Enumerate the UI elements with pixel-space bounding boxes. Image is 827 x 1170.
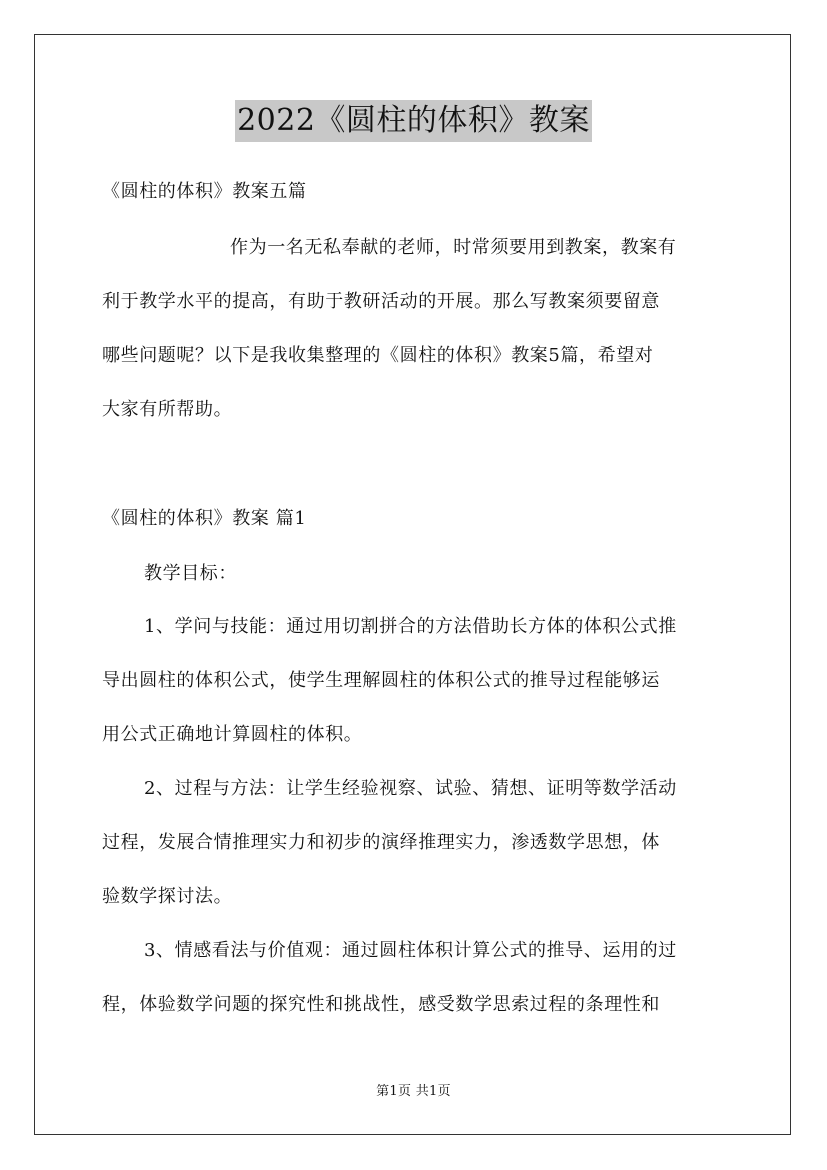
page-footer	[0, 1083, 827, 1101]
page-number: 第1页 共1页	[376, 1084, 451, 1099]
section-heading: 《圆柱的体积》教案 篇1	[102, 508, 307, 529]
objective-line: 过程，发展合情推理实力和初步的演绎推理实力，渗透数学思想，体	[102, 832, 660, 853]
title-container	[0, 100, 827, 142]
intro-paragraph	[102, 234, 726, 424]
intro-line: 大家有所帮助。	[102, 399, 233, 420]
objective-3-paragraph	[102, 937, 726, 1019]
objective-2-paragraph	[102, 775, 726, 911]
objective-line: 程，体验数学问题的探究性和挑战性，感受数学思索过程的条理性和	[102, 994, 660, 1015]
objective-line: 用公式正确地计算圆柱的体积。	[102, 724, 363, 745]
objective-line: 验数学探讨法。	[102, 886, 233, 907]
intro-line: 作为一名无私奉献的老师，时常须要用到教案，教案有	[230, 237, 677, 258]
document-title: 2022《圆柱的体积》教案	[235, 100, 592, 142]
objectives-label: 教学目标：	[144, 563, 237, 584]
objective-line: 2、过程与方法：让学生经验视察、试验、猜想、证明等数学活动	[144, 778, 677, 799]
intro-line: 利于教学水平的提高，有助于教研活动的开展。那么写教案须要留意	[102, 291, 660, 312]
intro-line: 哪些问题呢？以下是我收集整理的《圆柱的体积》教案5篇，希望对	[102, 345, 654, 366]
objective-line: 1、学问与技能：通过用切割拼合的方法借助长方体的体积公式推	[144, 616, 677, 637]
document-subtitle: 《圆柱的体积》教案五篇	[102, 181, 307, 202]
objective-line: 3、情感看法与价值观：通过圆柱体积计算公式的推导、运用的过	[144, 940, 677, 961]
objective-line: 导出圆柱的体积公式，使学生理解圆柱的体积公式的推导过程能够运	[102, 670, 660, 691]
objective-1-paragraph	[102, 613, 726, 749]
